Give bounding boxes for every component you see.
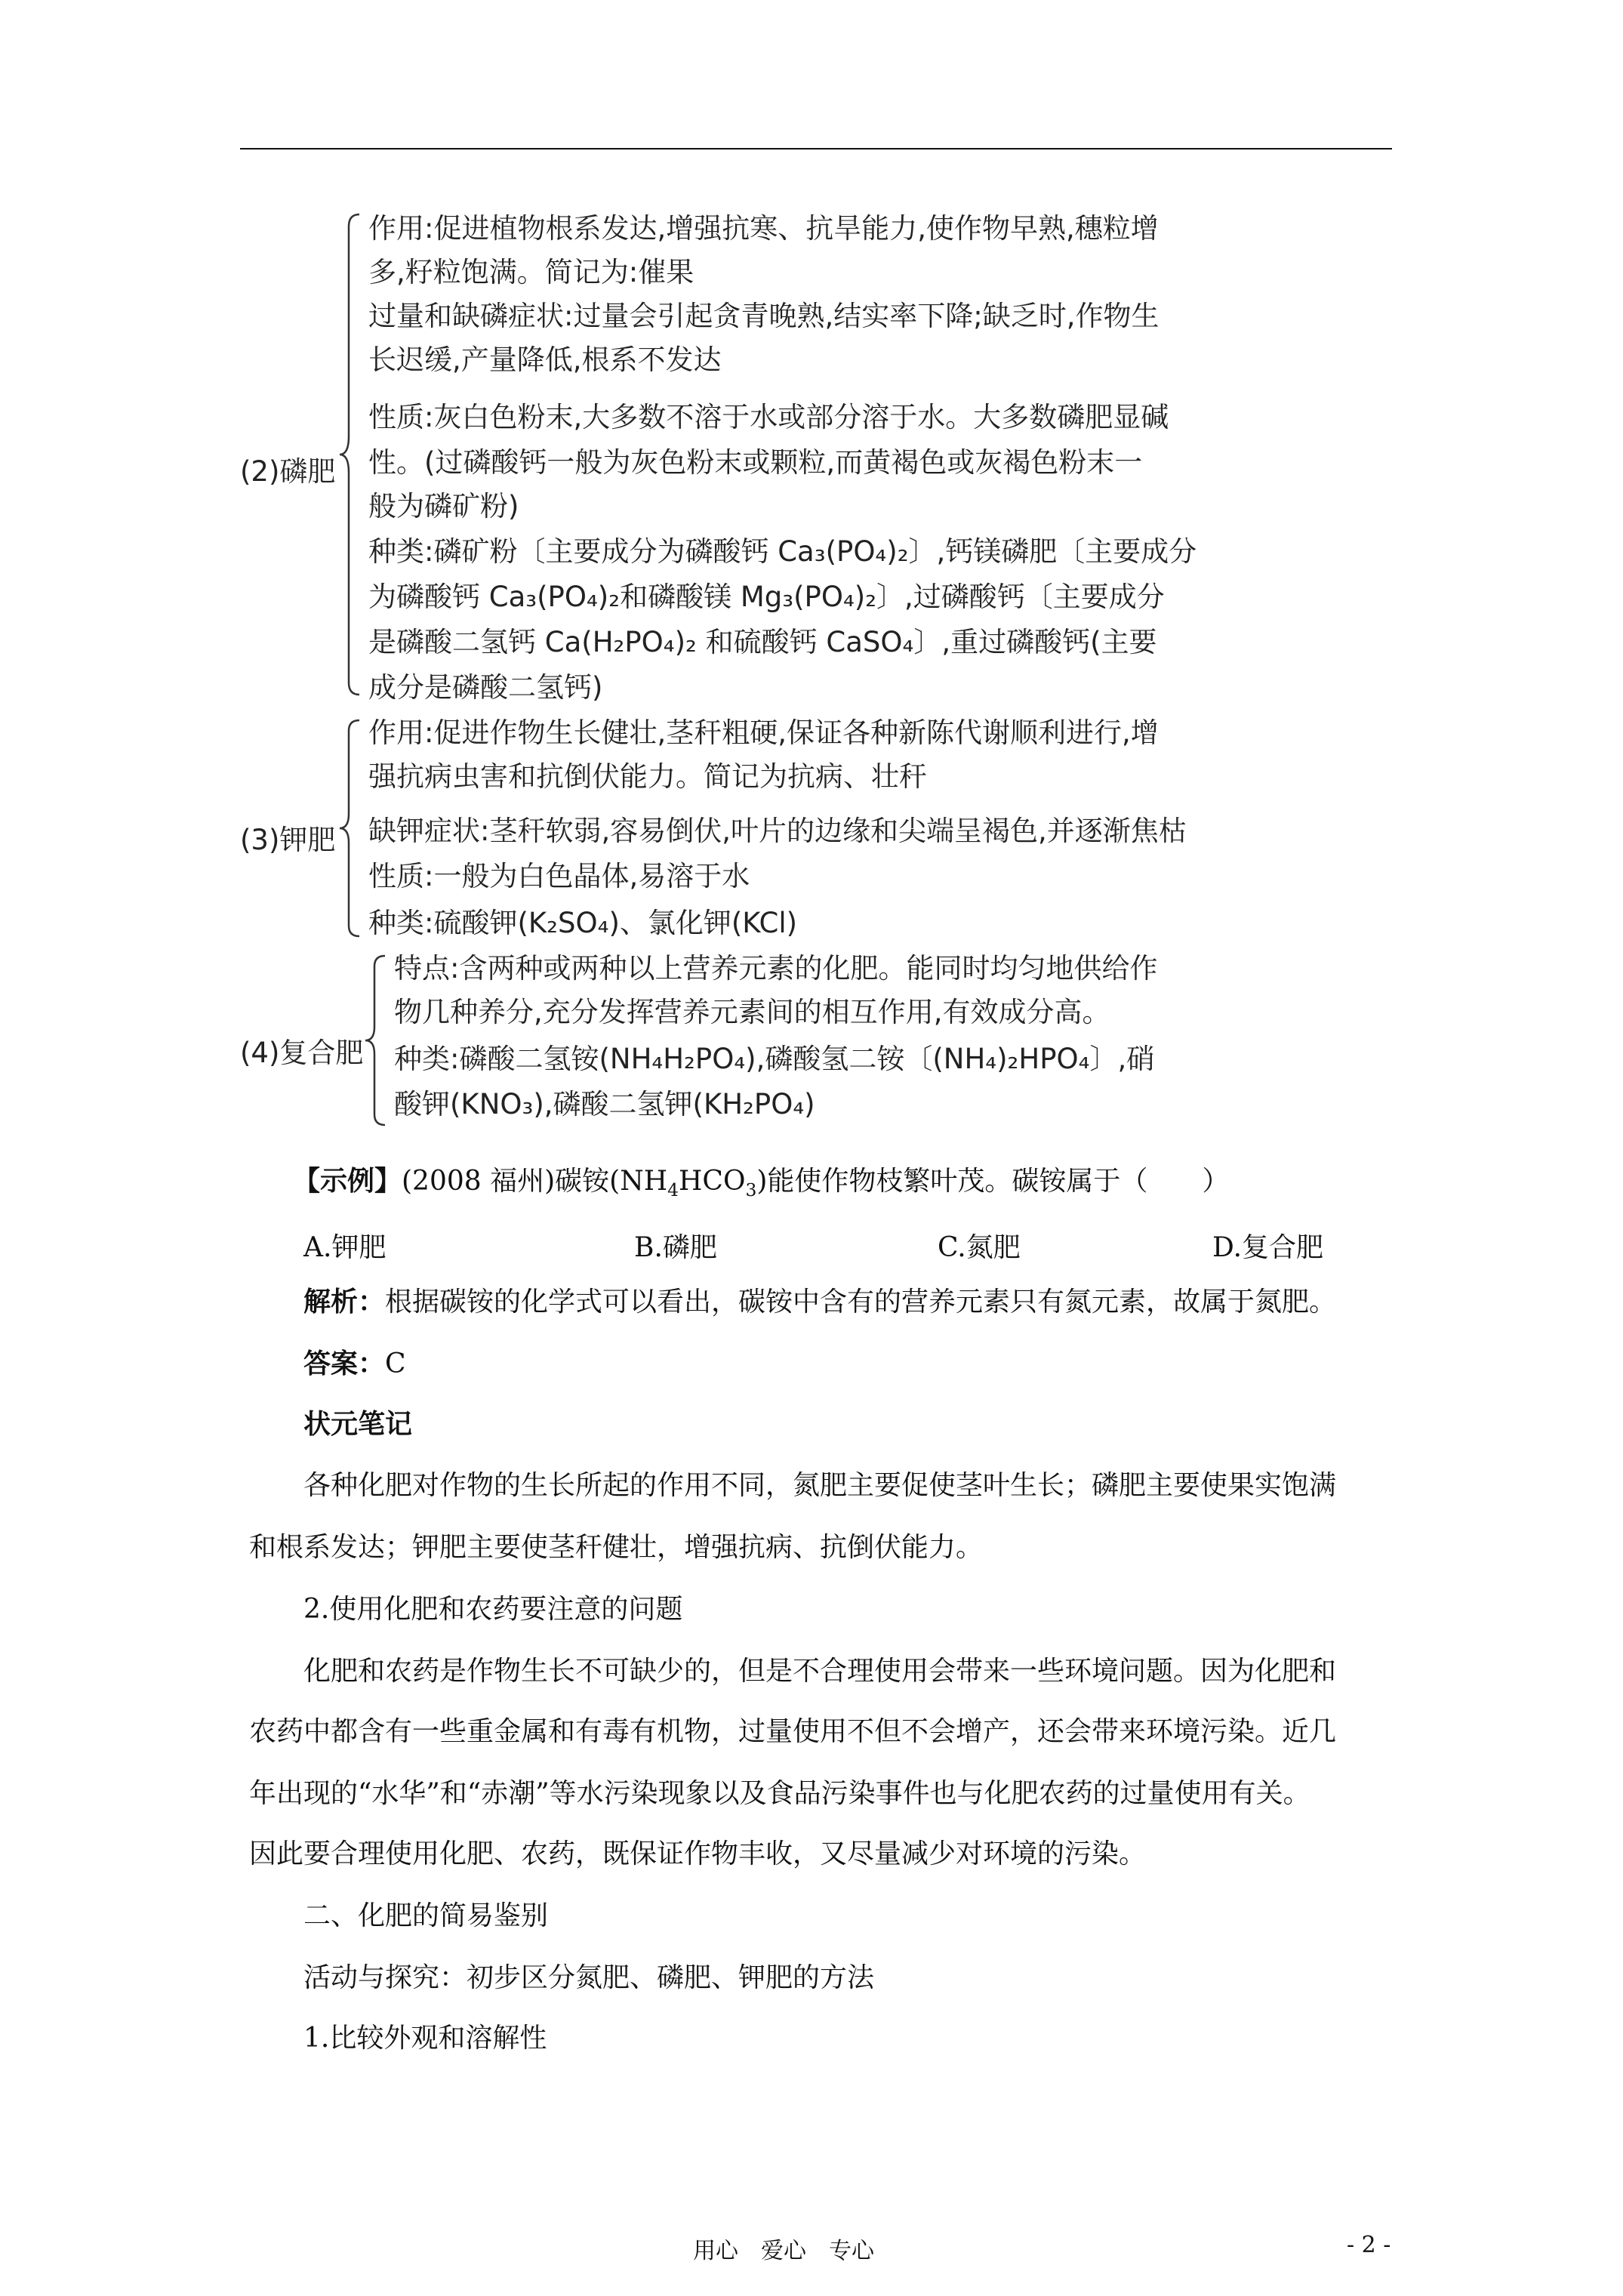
outline-line: 作用:促进作物生长健壮,茎秆粗硬,保证各种新陈代谢顺利进行,增 [368,717,1159,749]
curly-brace-icon [338,213,361,696]
answer-label: 答案： [303,1348,386,1379]
paragraph-line: 化肥和农药是作物生长不可缺少的，但是不合理使用会带来一些环境问题。因为化肥和 [303,1656,1337,1687]
curly-brace-icon [338,719,361,938]
header-rule [240,148,1392,149]
example-tag: 【示例】 [293,1165,402,1197]
option-d: D.复合肥 [1212,1232,1324,1263]
example-text: )能使作物枝繁叶茂。碳铵属于（ ） [756,1166,1230,1197]
example-text: HCO [679,1166,746,1197]
outline-group-potash [240,719,1274,945]
paragraph-line: 农药中都含有一些重金属和有毒有机物，过量使用不但不会增产，还会带来环境污染。近几 [249,1716,1337,1747]
outline-line: 缺钾症状:茎秆软弱,容易倒伏,叶片的边缘和尖端呈褐色,并逐渐焦枯 [368,815,1187,847]
option-c: C.氮肥 [938,1232,1021,1263]
outline-line: 是磷酸二氢钙 Ca(H₂PO₄)₂ 和硫酸钙 CaSO₄〕,重过磷酸钙(主要 [368,626,1157,658]
outline-line: 强抗病虫害和抗倒伏能力。简记为抗病、壮秆 [368,760,927,793]
outline-line: 特点:含两种或两种以上营养元素的化肥。能同时均匀地供给作 [394,952,1158,985]
outline-line: 成分是磷酸二氢钙) [368,671,603,704]
outline-group-phosphate [240,205,1274,704]
option-a: A.钾肥 [303,1232,387,1263]
section-heading: 2.使用化肥和农药要注意的问题 [303,1594,683,1625]
group-label: (4)复合肥 [240,1037,364,1069]
notes-line: 和根系发达；钾肥主要使茎秆健壮，增强抗病、抗倒伏能力。 [249,1532,984,1563]
group-label: (3)钾肥 [240,824,336,856]
footer-motto: 用心 爱心 专心 [693,2238,874,2264]
analysis-label: 解析： [303,1286,386,1318]
group-label: (2)磷肥 [240,455,336,488]
answer-text: C [385,1348,406,1379]
example-text: (2008 福州)碳铵(NH [402,1166,668,1197]
outline-group-compound [240,954,1274,1128]
analysis-text: 根据碳铵的化学式可以看出，碳铵中含有的营养元素只有氮元素，故属于氮肥。 [385,1287,1337,1318]
activity-line: 活动与探究：初步区分氮肥、磷肥、钾肥的方法 [303,1962,875,1993]
formula-subscript: 4 [667,1179,679,1201]
outline-line: 为磷酸钙 Ca₃(PO₄)₂和磷酸镁 Mg₃(PO₄)₂〕,过磷酸钙〔主要成分 [368,581,1165,613]
outline-line: 作用:促进植物根系发达,增强抗寒、抗旱能力,使作物早熟,穗粒增 [368,212,1159,245]
outline-line: 多,籽粒饱满。简记为:催果 [368,256,694,288]
fertilizer-outline-figure [240,205,1274,1126]
notes-line: 各种化肥对作物的生长所起的作用不同，氮肥主要促使茎叶生长；磷肥主要使果实饱满 [303,1470,1337,1501]
subsection-heading: 1.比较外观和溶解性 [303,2023,547,2054]
outline-line: 性。(过磷酸钙一般为灰色粉末或颗粒,而黄褐色或灰褐色粉末一 [368,446,1143,479]
outline-line: 酸钾(KNO₃),磷酸二氢钾(KH₂PO₄) [394,1088,815,1120]
outline-line: 过量和缺磷症状:过量会引起贪青晚熟,结实率下降;缺乏时,作物生 [368,300,1160,332]
outline-line: 性质:灰白色粉末,大多数不溶于水或部分溶于水。大多数磷肥显碱 [368,401,1169,433]
outline-line: 长迟缓,产量降低,根系不发达 [368,344,722,376]
outline-line: 种类:硫酸钾(K₂SO₄)、氯化钾(KCl) [368,907,798,939]
outline-line: 般为磷矿粉) [368,490,519,522]
outline-line: 性质:一般为白色晶体,易溶于水 [368,860,750,892]
paragraph-line: 年出现的“水华”和“赤潮”等水污染现象以及食品污染事件也与化肥农药的过量使用有关。 [249,1778,1310,1809]
curly-brace-icon [364,954,387,1126]
example-question [293,1166,1229,1205]
formula-subscript: 3 [745,1179,757,1201]
paragraph-line: 因此要合理使用化肥、农药，既保证作物丰收，又尽量减少对环境的污染。 [249,1838,1147,1869]
outline-line: 种类:磷矿粉〔主要成分为磷酸钙 Ca₃(PO₄)₂〕,钙镁磷肥〔主要成分 [368,535,1197,568]
analysis [303,1287,1336,1318]
option-b: B.磷肥 [634,1232,717,1263]
outline-line: 种类:磷酸二氢铵(NH₄H₂PO₄),磷酸氢二铵〔(NH₄)₂HPO₄〕,硝 [394,1043,1155,1075]
notes-heading: 状元笔记 [303,1408,413,1440]
answer [303,1348,406,1379]
chapter-heading: 二、化肥的简易鉴别 [303,1900,549,1931]
page-number: - 2 - [1347,2232,1391,2258]
outline-line: 物几种养分,充分发挥营养元素间的相互作用,有效成分高。 [394,996,1110,1028]
